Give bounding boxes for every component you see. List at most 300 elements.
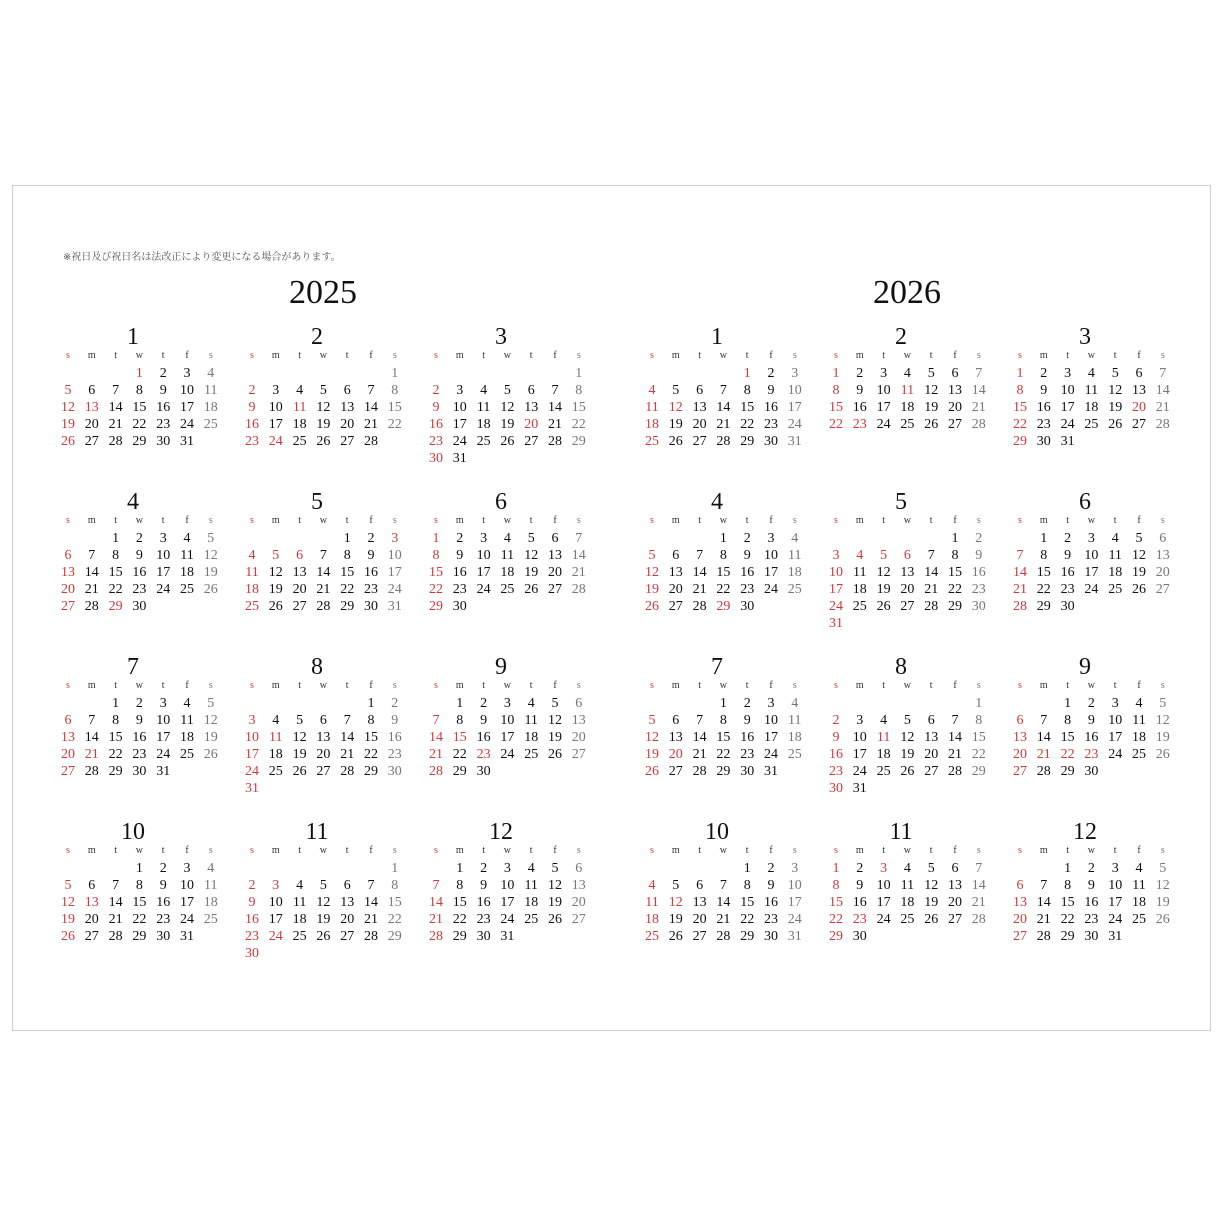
- day-cell: 29: [1060, 764, 1075, 779]
- day-cell: 6: [343, 383, 351, 398]
- weekday-label: t: [298, 680, 301, 691]
- day-cell: 18: [292, 912, 307, 927]
- day-cell: 7: [432, 878, 440, 893]
- day-cell: 29: [108, 599, 123, 614]
- day-cell: 29: [829, 929, 843, 944]
- day-cell: 26: [668, 434, 683, 449]
- year-title-2026: 2026: [873, 274, 941, 311]
- day-cell: 1: [456, 861, 464, 876]
- day-cell: 28: [364, 929, 378, 944]
- day-cell: 4: [480, 383, 488, 398]
- day-cell: 1: [575, 366, 583, 381]
- day-cell: 3: [391, 531, 399, 546]
- weekday-label: w: [319, 680, 327, 691]
- weekday-label: t: [298, 845, 301, 856]
- day-cell: 27: [900, 599, 915, 614]
- day-cell: 7: [719, 878, 727, 893]
- day-cell: 25: [524, 747, 539, 762]
- weekday-label: m: [271, 680, 280, 691]
- day-cell: 13: [292, 565, 307, 580]
- day-cell: 16: [852, 400, 867, 415]
- day-cell: 15: [1060, 730, 1075, 745]
- weekday-label: f: [1137, 515, 1141, 526]
- day-cell: 14: [84, 565, 99, 580]
- month-number: 7: [711, 654, 723, 680]
- weekday-label: t: [882, 515, 885, 526]
- weekday-label: m: [855, 350, 864, 361]
- day-cell: 25: [203, 417, 218, 432]
- day-cell: 26: [500, 434, 515, 449]
- month-2025-3: [426, 324, 586, 484]
- day-cell: 14: [971, 383, 986, 398]
- day-cell: 23: [132, 747, 147, 762]
- day-cell: 14: [571, 548, 586, 563]
- day-cell: 24: [787, 912, 802, 927]
- day-cell: 12: [292, 730, 307, 745]
- day-cell: 10: [1060, 383, 1075, 398]
- day-cell: 30: [156, 929, 171, 944]
- day-cell: 22: [132, 417, 147, 432]
- day-cell: 5: [648, 548, 656, 563]
- day-cell: 29: [948, 599, 962, 614]
- day-cell: 29: [1013, 434, 1027, 449]
- day-cell: 7: [1040, 878, 1048, 893]
- day-cell: 8: [456, 878, 464, 893]
- month-number: 11: [305, 819, 329, 845]
- day-cell: 16: [852, 895, 867, 910]
- day-cell: 19: [61, 912, 75, 927]
- day-cell: 27: [1013, 929, 1027, 944]
- day-cell: 28: [692, 764, 707, 779]
- day-cell: 27: [340, 434, 355, 449]
- day-cell: 4: [856, 548, 864, 563]
- day-cell: 12: [645, 565, 659, 580]
- day-cell: 20: [61, 582, 75, 597]
- day-cell: 16: [245, 417, 259, 432]
- day-cell: 13: [668, 565, 683, 580]
- day-cell: 23: [156, 912, 171, 927]
- day-cell: 5: [927, 861, 935, 876]
- day-cell: 26: [645, 764, 659, 779]
- day-cell: 9: [856, 878, 864, 893]
- day-cell: 21: [316, 582, 331, 597]
- day-cell: 28: [716, 434, 731, 449]
- month-number: 10: [121, 819, 145, 845]
- day-cell: 27: [924, 764, 939, 779]
- weekday-label: w: [503, 350, 511, 361]
- day-cell: 6: [696, 878, 704, 893]
- day-cell: 23: [740, 582, 755, 597]
- day-cell: 1: [112, 531, 120, 546]
- day-cell: 9: [1064, 548, 1072, 563]
- day-cell: 2: [159, 861, 167, 876]
- day-cell: 26: [292, 764, 307, 779]
- month-number: 8: [311, 654, 323, 680]
- day-cell: 10: [829, 565, 843, 580]
- day-cell: 26: [1155, 747, 1170, 762]
- weekday-label: s: [392, 515, 397, 526]
- day-cell: 8: [112, 713, 120, 728]
- month-number: 11: [889, 819, 913, 845]
- month-2026-12: [1010, 819, 1170, 979]
- day-cell: 2: [480, 861, 488, 876]
- day-cell: 9: [856, 383, 864, 398]
- weekday-label: s: [250, 845, 254, 856]
- month-number: 3: [1079, 324, 1091, 350]
- day-cell: 4: [648, 383, 656, 398]
- day-cell: 8: [456, 713, 464, 728]
- day-cell: 17: [500, 895, 515, 910]
- day-cell: 23: [364, 582, 378, 597]
- day-cell: 10: [476, 548, 491, 563]
- day-cell: 21: [548, 417, 562, 432]
- day-cell: 24: [156, 582, 171, 597]
- weekday-label: s: [576, 680, 581, 691]
- day-cell: 17: [156, 730, 171, 745]
- month-number: 6: [495, 489, 507, 515]
- day-cell: 10: [787, 383, 802, 398]
- day-cell: 27: [340, 929, 355, 944]
- weekday-label: f: [369, 515, 373, 526]
- day-cell: 27: [292, 599, 307, 614]
- day-cell: 24: [829, 599, 843, 614]
- day-cell: 7: [432, 713, 440, 728]
- day-cell: 1: [975, 696, 983, 711]
- day-cell: 13: [524, 400, 539, 415]
- day-cell: 7: [367, 383, 375, 398]
- day-cell: 2: [248, 383, 256, 398]
- day-cell: 15: [1036, 565, 1051, 580]
- day-cell: 30: [740, 764, 755, 779]
- weekday-label: w: [903, 350, 911, 361]
- day-cell: 28: [548, 434, 562, 449]
- day-cell: 5: [1159, 861, 1167, 876]
- day-cell: 25: [900, 912, 915, 927]
- day-cell: 15: [829, 895, 843, 910]
- weekday-label: f: [369, 350, 373, 361]
- day-cell: 9: [159, 878, 167, 893]
- day-cell: 25: [787, 747, 802, 762]
- day-cell: 13: [61, 730, 75, 745]
- day-cell: 23: [429, 434, 443, 449]
- day-cell: 16: [764, 400, 778, 415]
- weekday-label: s: [392, 680, 397, 691]
- weekday-label: t: [1113, 845, 1117, 856]
- weekday-label: f: [1137, 845, 1141, 856]
- weekday-label: s: [392, 845, 397, 856]
- day-cell: 26: [268, 599, 283, 614]
- day-cell: 29: [971, 764, 986, 779]
- day-cell: 17: [476, 565, 491, 580]
- day-cell: 28: [1036, 764, 1051, 779]
- day-cell: 4: [791, 696, 799, 711]
- day-cell: 15: [716, 730, 731, 745]
- day-cell: 1: [391, 861, 399, 876]
- day-cell: 30: [971, 599, 986, 614]
- day-cell: 8: [391, 383, 399, 398]
- day-cell: 5: [64, 878, 72, 893]
- day-cell: 25: [1084, 417, 1099, 432]
- weekday-label: s: [792, 350, 797, 361]
- day-cell: 6: [64, 548, 72, 563]
- day-cell: 28: [364, 434, 378, 449]
- day-cell: 1: [135, 366, 143, 381]
- day-cell: 23: [156, 417, 171, 432]
- weekday-label: s: [834, 845, 838, 856]
- day-cell: 15: [1060, 895, 1075, 910]
- day-cell: 15: [132, 895, 147, 910]
- day-cell: 22: [740, 417, 755, 432]
- day-cell: 12: [668, 400, 683, 415]
- day-cell: 6: [1159, 531, 1167, 546]
- weekday-label: f: [553, 350, 557, 361]
- day-cell: 7: [975, 861, 983, 876]
- day-cell: 24: [268, 434, 283, 449]
- day-cell: 17: [876, 400, 891, 415]
- day-cell: 20: [316, 747, 331, 762]
- month-2026-8: [826, 654, 986, 814]
- day-cell: 13: [61, 565, 75, 580]
- day-cell: 12: [548, 713, 562, 728]
- day-cell: 20: [571, 895, 586, 910]
- day-cell: 26: [668, 929, 683, 944]
- weekday-label: s: [250, 680, 254, 691]
- weekday-label: t: [1066, 515, 1069, 526]
- day-cell: 10: [156, 713, 171, 728]
- day-cell: 3: [183, 366, 191, 381]
- day-cell: 27: [61, 764, 75, 779]
- day-cell: 6: [1135, 366, 1143, 381]
- day-cell: 19: [1132, 565, 1146, 580]
- day-cell: 19: [668, 912, 683, 927]
- day-cell: 8: [367, 713, 375, 728]
- day-cell: 30: [429, 451, 443, 466]
- day-cell: 19: [203, 565, 218, 580]
- day-cell: 17: [452, 417, 467, 432]
- day-cell: 22: [716, 747, 731, 762]
- day-cell: 2: [975, 531, 983, 546]
- day-cell: 8: [719, 713, 727, 728]
- month-2026-7: [642, 654, 802, 814]
- weekday-label: s: [834, 680, 838, 691]
- weekday-label: t: [345, 680, 349, 691]
- day-cell: 1: [343, 531, 351, 546]
- day-cell: 26: [524, 582, 539, 597]
- day-cell: 16: [740, 730, 755, 745]
- day-cell: 7: [112, 383, 120, 398]
- day-cell: 31: [156, 764, 171, 779]
- day-cell: 4: [296, 383, 304, 398]
- day-cell: 3: [832, 548, 840, 563]
- day-cell: 2: [248, 878, 256, 893]
- weekday-label: m: [271, 515, 280, 526]
- weekday-label: t: [882, 845, 885, 856]
- month-2025-4: [58, 489, 218, 649]
- weekday-label: s: [576, 350, 581, 361]
- day-cell: 26: [548, 747, 562, 762]
- weekday-label: f: [369, 845, 373, 856]
- day-cell: 25: [852, 599, 867, 614]
- day-cell: 20: [340, 417, 355, 432]
- day-cell: 30: [740, 599, 755, 614]
- weekday-label: f: [553, 680, 557, 691]
- day-cell: 25: [292, 929, 307, 944]
- weekday-label: t: [482, 845, 485, 856]
- weekday-label: s: [1160, 845, 1165, 856]
- day-cell: 14: [429, 730, 443, 745]
- weekday-label: m: [855, 680, 864, 691]
- month-number: 3: [495, 324, 507, 350]
- day-cell: 12: [548, 878, 562, 893]
- day-cell: 26: [876, 599, 891, 614]
- day-cell: 13: [924, 730, 939, 745]
- month-number: 9: [1079, 654, 1091, 680]
- day-cell: 22: [829, 912, 843, 927]
- day-cell: 10: [764, 548, 778, 563]
- day-cell: 13: [668, 730, 683, 745]
- day-cell: 23: [476, 912, 491, 927]
- day-cell: 5: [272, 548, 280, 563]
- day-cell: 20: [1132, 400, 1146, 415]
- day-cell: 13: [1013, 730, 1027, 745]
- day-cell: 7: [343, 713, 351, 728]
- day-cell: 13: [571, 878, 586, 893]
- day-cell: 19: [645, 582, 659, 597]
- day-cell: 27: [571, 912, 586, 927]
- day-cell: 31: [852, 781, 867, 796]
- weekday-label: t: [298, 350, 301, 361]
- day-cell: 10: [1084, 548, 1099, 563]
- day-cell: 4: [903, 861, 911, 876]
- day-cell: 26: [203, 582, 218, 597]
- weekday-label: f: [769, 350, 773, 361]
- day-cell: 2: [1087, 696, 1095, 711]
- day-cell: 4: [527, 696, 535, 711]
- day-cell: 21: [571, 565, 586, 580]
- day-cell: 3: [767, 531, 775, 546]
- day-cell: 1: [112, 696, 120, 711]
- day-cell: 12: [500, 400, 515, 415]
- day-cell: 22: [364, 747, 378, 762]
- month-number: 1: [127, 324, 139, 350]
- day-cell: 20: [692, 417, 707, 432]
- day-cell: 31: [387, 599, 402, 614]
- day-cell: 13: [900, 565, 915, 580]
- day-cell: 4: [648, 878, 656, 893]
- day-cell: 5: [1111, 366, 1119, 381]
- weekday-label: w: [1087, 680, 1095, 691]
- day-cell: 18: [292, 417, 307, 432]
- day-cell: 1: [367, 696, 375, 711]
- day-cell: 31: [245, 781, 259, 796]
- day-cell: 24: [764, 582, 778, 597]
- weekday-label: s: [976, 350, 981, 361]
- weekday-label: t: [929, 515, 933, 526]
- day-cell: 5: [319, 878, 327, 893]
- day-cell: 15: [108, 565, 123, 580]
- day-cell: 16: [1060, 565, 1075, 580]
- day-cell: 27: [548, 582, 562, 597]
- day-cell: 27: [948, 417, 962, 432]
- day-cell: 16: [1084, 730, 1099, 745]
- weekday-label: t: [529, 350, 533, 361]
- day-cell: 1: [456, 696, 464, 711]
- day-cell: 24: [1084, 582, 1099, 597]
- day-cell: 20: [948, 895, 962, 910]
- day-cell: 2: [432, 383, 440, 398]
- weekday-label: m: [455, 350, 464, 361]
- weekday-label: s: [208, 515, 213, 526]
- weekday-label: f: [553, 845, 557, 856]
- day-cell: 6: [88, 878, 96, 893]
- weekday-label: t: [698, 350, 701, 361]
- day-cell: 17: [387, 565, 402, 580]
- day-cell: 29: [132, 929, 147, 944]
- day-cell: 17: [764, 565, 778, 580]
- day-cell: 29: [340, 599, 355, 614]
- day-cell: 14: [716, 400, 731, 415]
- day-cell: 14: [924, 565, 939, 580]
- day-cell: 28: [1013, 599, 1027, 614]
- day-cell: 25: [1132, 747, 1146, 762]
- day-cell: 12: [1155, 878, 1170, 893]
- weekday-label: t: [745, 515, 749, 526]
- weekday-label: s: [208, 680, 213, 691]
- day-cell: 16: [156, 400, 171, 415]
- day-cell: 8: [135, 878, 143, 893]
- day-cell: 6: [551, 531, 559, 546]
- day-cell: 5: [319, 383, 327, 398]
- weekday-label: w: [135, 350, 143, 361]
- weekday-label: f: [369, 680, 373, 691]
- day-cell: 8: [112, 548, 120, 563]
- day-cell: 23: [1084, 912, 1099, 927]
- day-cell: 20: [900, 582, 915, 597]
- day-cell: 6: [527, 383, 535, 398]
- day-cell: 11: [476, 400, 491, 415]
- day-cell: 15: [387, 895, 402, 910]
- day-cell: 12: [924, 383, 939, 398]
- day-cell: 22: [1060, 912, 1075, 927]
- day-cell: 23: [452, 582, 467, 597]
- day-cell: 4: [1111, 531, 1119, 546]
- day-cell: 30: [1036, 434, 1051, 449]
- day-cell: 25: [876, 764, 891, 779]
- weekday-label: t: [114, 515, 117, 526]
- weekday-label: w: [1087, 515, 1095, 526]
- day-cell: 26: [316, 434, 331, 449]
- weekday-label: t: [482, 680, 485, 691]
- day-cell: 9: [248, 895, 256, 910]
- day-cell: 5: [296, 713, 304, 728]
- day-cell: 8: [832, 878, 840, 893]
- weekday-label: t: [1113, 515, 1117, 526]
- day-cell: 11: [292, 895, 307, 910]
- weekday-label: t: [482, 350, 485, 361]
- day-cell: 28: [571, 582, 586, 597]
- weekday-label: t: [1066, 680, 1069, 691]
- weekday-label: m: [855, 515, 864, 526]
- day-cell: 5: [551, 696, 559, 711]
- day-cell: 19: [268, 582, 283, 597]
- day-cell: 24: [476, 582, 491, 597]
- day-cell: 12: [61, 895, 75, 910]
- day-cell: 3: [1064, 366, 1072, 381]
- day-cell: 28: [971, 417, 986, 432]
- day-cell: 28: [429, 929, 443, 944]
- day-cell: 16: [1036, 400, 1051, 415]
- day-cell: 13: [1013, 895, 1027, 910]
